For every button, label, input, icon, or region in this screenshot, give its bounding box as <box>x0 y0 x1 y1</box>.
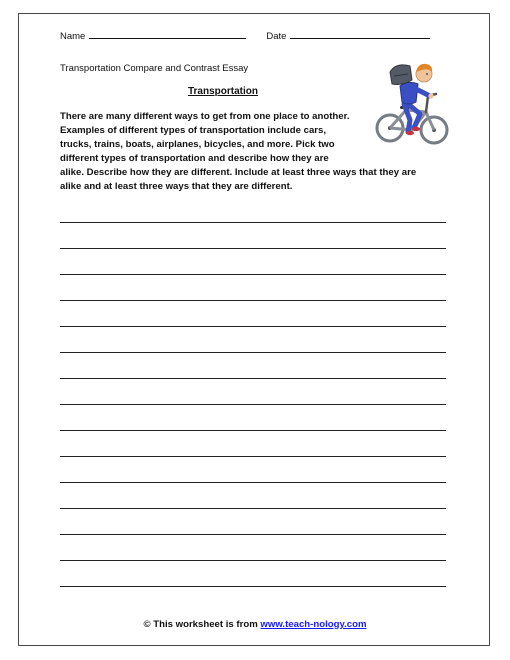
rider-torso <box>400 82 418 104</box>
answer-line[interactable] <box>60 560 446 562</box>
answer-line[interactable] <box>60 248 446 250</box>
answer-line[interactable] <box>60 534 446 536</box>
answer-line[interactable] <box>60 456 446 458</box>
date-field-line[interactable] <box>290 30 430 39</box>
instructions-line: alike and at least three ways that they are different. <box>60 181 293 192</box>
answer-line[interactable] <box>60 586 446 588</box>
instructions-line: alike. Describe how they are different. Include at least three ways that they are <box>60 167 417 178</box>
answer-line[interactable] <box>60 274 446 276</box>
worksheet-subtitle: Transportation Compare and Contrast Essay <box>60 63 249 74</box>
answer-line[interactable] <box>60 404 446 406</box>
answer-line[interactable] <box>60 326 446 328</box>
worksheet-title: Transportation <box>187 86 258 97</box>
teach-nology-link[interactable]: www.teach-nology.com <box>260 619 367 630</box>
answer-line[interactable] <box>60 508 446 510</box>
instructions-line: Examples of different types of transportation include cars, <box>60 125 327 136</box>
writing-lines <box>60 222 446 612</box>
footer-text: © This worksheet is from <box>143 619 261 630</box>
answer-line[interactable] <box>60 378 446 380</box>
name-field-line[interactable] <box>89 30 246 39</box>
answer-line[interactable] <box>60 482 446 484</box>
answer-line[interactable] <box>60 300 446 302</box>
instructions-line: trucks, trains, boats, airplanes, bicycles, and more. Pick two <box>60 139 335 150</box>
answer-line[interactable] <box>60 430 446 432</box>
instructions-line: different types of transportation and describe how they are <box>60 153 329 164</box>
header-row <box>60 30 430 42</box>
date-label: Date <box>266 31 287 42</box>
boy-riding-bicycle-icon <box>374 58 450 146</box>
answer-line[interactable] <box>60 222 446 224</box>
name-label: Name <box>60 31 86 42</box>
answer-line[interactable] <box>60 352 446 354</box>
footer-credit <box>0 619 510 630</box>
instructions-line: There are many different ways to get from one place to another. <box>60 111 350 122</box>
